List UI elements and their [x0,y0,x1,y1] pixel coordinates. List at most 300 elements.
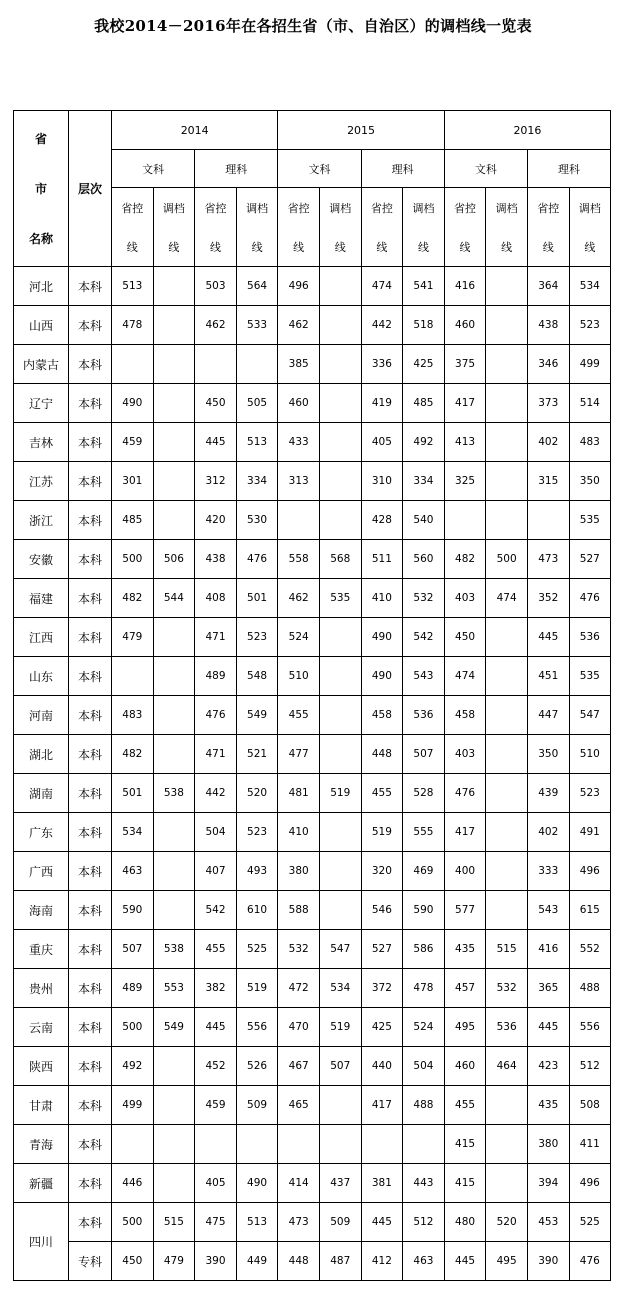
score-cell: 442 [361,306,403,345]
province-header-line-2: 市 [34,182,47,196]
level-cell: 本科 [69,579,112,618]
score-cell [153,852,195,891]
score-cell [153,501,195,540]
score-cell: 515 [153,1203,195,1242]
score-cell: 532 [278,930,320,969]
province-cell: 江西 [14,618,69,657]
score-cell: 450 [444,618,486,657]
provincial-line-header-line-2: 线 [126,240,138,254]
level-cell: 本科 [69,891,112,930]
provincial-line-header [195,188,237,267]
score-cell: 462 [278,306,320,345]
provincial-line-header-line-2: 线 [459,240,471,254]
score-cell: 445 [361,1203,403,1242]
level-cell: 本科 [69,930,112,969]
score-cell: 509 [319,1203,361,1242]
score-cell [236,1125,278,1164]
score-cell [319,345,361,384]
province-cell: 福建 [14,579,69,618]
provincial-line-header-line-1: 省控 [204,201,227,215]
score-cell [153,891,195,930]
score-cell: 413 [444,423,486,462]
level-cell: 本科 [69,462,112,501]
score-cell: 479 [153,1242,195,1281]
province-cell: 广西 [14,852,69,891]
table-row [14,852,611,891]
score-cell: 455 [361,774,403,813]
score-cell: 479 [112,618,154,657]
table-row [14,1008,611,1047]
score-cell [278,501,320,540]
score-cell: 455 [444,1086,486,1125]
score-cell: 496 [569,852,611,891]
score-cell: 496 [278,267,320,306]
score-cell: 513 [236,423,278,462]
score-cell [319,1086,361,1125]
province-cell: 河南 [14,696,69,735]
table-row [14,579,611,618]
score-cell: 513 [236,1203,278,1242]
score-cell: 506 [153,540,195,579]
level-cell: 本科 [69,618,112,657]
score-cell: 407 [195,852,237,891]
score-cell: 590 [112,891,154,930]
score-cell: 504 [195,813,237,852]
score-cell [486,306,528,345]
score-cell: 419 [361,384,403,423]
score-cell: 510 [278,657,320,696]
score-cell: 499 [569,345,611,384]
cutoff-line-header-line-2: 线 [417,240,429,254]
score-cell: 534 [112,813,154,852]
score-cell: 445 [444,1242,486,1281]
score-cell [319,384,361,423]
score-cell: 492 [112,1047,154,1086]
table-row [14,423,611,462]
score-cell: 541 [403,267,445,306]
province-cell: 内蒙古 [14,345,69,384]
track-header-science: 理科 [361,150,444,188]
score-cell: 476 [444,774,486,813]
cutoff-line-header [403,188,445,267]
track-header-science: 理科 [527,150,610,188]
provincial-line-header-line-1: 省控 [537,201,560,215]
score-cell [112,345,154,384]
score-cell: 492 [403,423,445,462]
score-cell: 473 [527,540,569,579]
score-cell: 447 [527,696,569,735]
score-cell: 417 [444,813,486,852]
score-cell: 448 [361,735,403,774]
score-cell: 402 [527,423,569,462]
score-cell: 518 [403,306,445,345]
score-cell: 463 [112,852,154,891]
score-cell [486,852,528,891]
score-cell: 320 [361,852,403,891]
score-cell: 523 [236,618,278,657]
cutoff-line-header-line-1: 调档 [578,201,601,215]
score-cell: 549 [236,696,278,735]
score-cell: 513 [112,267,154,306]
score-cell: 405 [195,1164,237,1203]
score-cell: 425 [361,1008,403,1047]
table-row [14,1125,611,1164]
province-cell: 山西 [14,306,69,345]
score-cell: 460 [444,1047,486,1086]
score-cell [319,735,361,774]
score-cell: 375 [444,345,486,384]
score-cell: 488 [403,1086,445,1125]
score-cell: 440 [361,1047,403,1086]
table-row [14,1242,611,1281]
score-cell: 460 [444,306,486,345]
table-row [14,1203,611,1242]
score-cell [486,735,528,774]
score-cell [153,1086,195,1125]
level-cell: 本科 [69,1086,112,1125]
level-cell: 本科 [69,423,112,462]
score-cell: 533 [236,306,278,345]
score-cell: 524 [278,618,320,657]
track-header-arts: 文科 [278,150,361,188]
score-cell: 521 [236,735,278,774]
score-cell: 547 [319,930,361,969]
score-cell: 534 [319,969,361,1008]
score-cell [195,345,237,384]
score-cell: 485 [112,501,154,540]
score-cell: 523 [569,306,611,345]
score-cell: 490 [361,618,403,657]
cutoff-line-header [153,188,195,267]
cutoff-line-header-line-2: 线 [334,240,346,254]
score-cell: 325 [444,462,486,501]
score-cell: 564 [236,267,278,306]
score-cell [319,306,361,345]
score-cell: 501 [112,774,154,813]
score-cell: 476 [195,696,237,735]
table-row [14,384,611,423]
level-cell: 本科 [69,345,112,384]
province-cell: 湖北 [14,735,69,774]
score-cell: 478 [403,969,445,1008]
score-cell: 615 [569,891,611,930]
score-cell: 553 [153,969,195,1008]
cutoff-line-header-line-1: 调档 [495,201,518,215]
score-cell: 532 [403,579,445,618]
score-cell: 390 [527,1242,569,1281]
score-cell: 483 [112,696,154,735]
score-cell [486,1086,528,1125]
score-cell: 315 [527,462,569,501]
score-cell: 437 [319,1164,361,1203]
score-cell: 525 [569,1203,611,1242]
score-cell: 536 [569,618,611,657]
provincial-line-header [527,188,569,267]
score-cell: 448 [278,1242,320,1281]
score-cell: 490 [112,384,154,423]
score-cell [153,462,195,501]
track-header-arts: 文科 [444,150,527,188]
score-cell: 446 [112,1164,154,1203]
score-cell: 435 [444,930,486,969]
cutoff-line-header [319,188,361,267]
cutoff-line-header-line-1: 调档 [246,201,269,215]
table-row [14,618,611,657]
score-cell [486,501,528,540]
score-cell [153,267,195,306]
level-cell: 本科 [69,852,112,891]
cutoff-line-header [569,188,611,267]
score-cell [153,696,195,735]
score-cell: 417 [361,1086,403,1125]
province-cell: 四川 [14,1203,69,1281]
score-cell: 514 [569,384,611,423]
score-cell [319,1125,361,1164]
score-cell: 334 [236,462,278,501]
score-cell: 556 [236,1008,278,1047]
score-cell: 310 [361,462,403,501]
score-cell: 512 [569,1047,611,1086]
cutoff-line-header-line-2: 线 [584,240,596,254]
score-cell: 475 [195,1203,237,1242]
score-cell: 525 [236,930,278,969]
score-cell: 433 [278,423,320,462]
score-cell: 414 [278,1164,320,1203]
score-cell [153,813,195,852]
level-cell: 本科 [69,1164,112,1203]
score-cell: 445 [527,618,569,657]
score-cell: 403 [444,735,486,774]
cutoff-line-header-line-1: 调档 [412,201,435,215]
table-row [14,774,611,813]
score-cell: 334 [403,462,445,501]
score-cell: 445 [527,1008,569,1047]
score-cell: 474 [361,267,403,306]
score-cell: 526 [236,1047,278,1086]
score-cell: 499 [112,1086,154,1125]
province-header-line-3: 名称 [28,232,53,246]
score-cell: 512 [403,1203,445,1242]
score-cell: 453 [527,1203,569,1242]
score-cell: 459 [195,1086,237,1125]
score-cell [486,462,528,501]
score-cell [153,1047,195,1086]
score-cell: 458 [444,696,486,735]
score-cell: 519 [319,1008,361,1047]
cutoff-line-header [486,188,528,267]
provincial-line-header [112,188,154,267]
score-cell: 312 [195,462,237,501]
score-cell: 443 [403,1164,445,1203]
score-cell: 560 [403,540,445,579]
score-cell: 527 [569,540,611,579]
score-cell: 478 [112,306,154,345]
score-cell [153,384,195,423]
score-cell: 482 [444,540,486,579]
score-cell [153,1125,195,1164]
province-cell: 海南 [14,891,69,930]
score-cell: 491 [569,813,611,852]
table-row [14,1086,611,1125]
provincial-line-header [361,188,403,267]
province-cell: 安徽 [14,540,69,579]
score-cell: 495 [444,1008,486,1047]
score-cell: 496 [569,1164,611,1203]
provincial-line-header-line-2: 线 [376,240,388,254]
score-cell: 487 [319,1242,361,1281]
score-cell [486,657,528,696]
score-cell: 380 [527,1125,569,1164]
score-cell [319,267,361,306]
cutoff-line-header [236,188,278,267]
level-cell: 本科 [69,735,112,774]
year-header-2014: 2014 [112,111,278,150]
score-cell: 451 [527,657,569,696]
score-cell: 425 [403,345,445,384]
score-cell: 577 [444,891,486,930]
level-cell: 本科 [69,306,112,345]
score-cell [153,345,195,384]
score-cell: 465 [278,1086,320,1125]
score-cell: 536 [486,1008,528,1047]
score-cell: 476 [236,540,278,579]
score-cell: 548 [236,657,278,696]
table-row [14,345,611,384]
score-cell: 410 [278,813,320,852]
score-cell: 558 [278,540,320,579]
score-cell: 471 [195,618,237,657]
score-cell: 336 [361,345,403,384]
table-row [14,930,611,969]
score-cell: 590 [403,891,445,930]
score-cell: 520 [236,774,278,813]
table-row [14,1047,611,1086]
score-cell: 520 [486,1203,528,1242]
score-cell [361,1125,403,1164]
provincial-line-header-line-1: 省控 [370,201,393,215]
level-cell: 本科 [69,1047,112,1086]
score-cell: 542 [403,618,445,657]
score-cell: 490 [361,657,403,696]
score-cell: 501 [236,579,278,618]
score-cell: 489 [112,969,154,1008]
score-cell: 450 [195,384,237,423]
score-cell: 546 [361,891,403,930]
score-cell [319,852,361,891]
score-cell: 445 [195,423,237,462]
score-cell: 500 [112,540,154,579]
score-cell: 416 [527,930,569,969]
score-cell [527,501,569,540]
score-cell [153,423,195,462]
table-row [14,306,611,345]
admission-score-table [13,110,611,1281]
score-cell: 420 [195,501,237,540]
score-cell: 509 [236,1086,278,1125]
level-cell: 本科 [69,657,112,696]
province-cell: 江苏 [14,462,69,501]
score-cell: 556 [569,1008,611,1047]
score-cell: 485 [403,384,445,423]
score-cell: 568 [319,540,361,579]
score-cell [319,618,361,657]
province-cell: 新疆 [14,1164,69,1203]
score-cell [319,813,361,852]
province-cell: 青海 [14,1125,69,1164]
score-cell: 390 [195,1242,237,1281]
table-row [14,462,611,501]
level-cell: 本科 [69,813,112,852]
score-cell: 610 [236,891,278,930]
score-cell: 500 [112,1008,154,1047]
score-cell: 473 [278,1203,320,1242]
score-cell: 445 [195,1008,237,1047]
score-cell: 462 [278,579,320,618]
score-cell: 476 [569,1242,611,1281]
score-cell: 540 [403,501,445,540]
table-header [14,111,611,267]
province-cell: 浙江 [14,501,69,540]
score-cell: 538 [153,774,195,813]
score-cell [236,345,278,384]
level-cell: 本科 [69,1125,112,1164]
score-cell: 493 [236,852,278,891]
score-cell: 350 [569,462,611,501]
score-cell: 489 [195,657,237,696]
table-row [14,813,611,852]
table-row [14,891,611,930]
score-cell [319,423,361,462]
score-cell: 394 [527,1164,569,1203]
score-cell: 500 [112,1203,154,1242]
score-cell: 313 [278,462,320,501]
score-cell: 455 [278,696,320,735]
score-cell: 508 [569,1086,611,1125]
score-cell: 439 [527,774,569,813]
province-cell: 湖南 [14,774,69,813]
score-cell: 488 [569,969,611,1008]
score-cell: 460 [278,384,320,423]
score-cell: 482 [112,735,154,774]
score-cell: 542 [195,891,237,930]
score-cell: 400 [444,852,486,891]
province-cell: 云南 [14,1008,69,1047]
score-cell: 507 [112,930,154,969]
score-cell [153,306,195,345]
score-cell: 490 [236,1164,278,1203]
score-cell: 535 [569,501,611,540]
province-cell: 陕西 [14,1047,69,1086]
province-cell: 广东 [14,813,69,852]
score-cell [319,696,361,735]
score-cell [195,1125,237,1164]
score-cell [444,501,486,540]
score-cell: 543 [527,891,569,930]
score-cell [153,657,195,696]
province-cell: 山东 [14,657,69,696]
score-cell: 346 [527,345,569,384]
score-cell [319,462,361,501]
score-cell [486,1164,528,1203]
score-cell: 455 [195,930,237,969]
score-cell: 405 [361,423,403,462]
table-row [14,267,611,306]
score-cell: 519 [236,969,278,1008]
score-cell: 459 [112,423,154,462]
score-cell: 412 [361,1242,403,1281]
provincial-line-header-line-2: 线 [293,240,305,254]
level-cell: 本科 [69,1203,112,1242]
